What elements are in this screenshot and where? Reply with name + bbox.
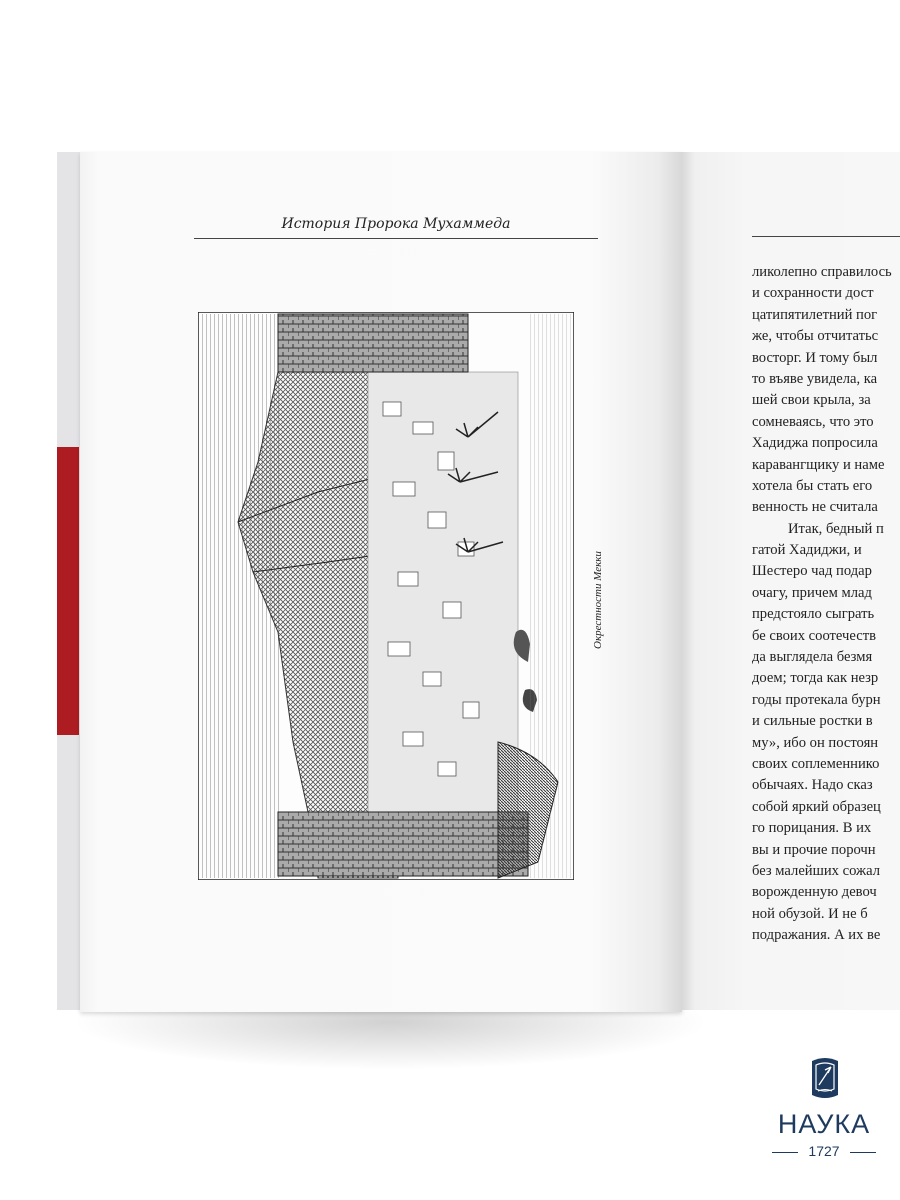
text-line: собой яркий образец	[752, 798, 881, 815]
text-line: ликолепно справилось	[752, 264, 892, 280]
year-dash-right	[850, 1152, 876, 1153]
text-line: обычаях. Надо сказ	[752, 777, 873, 794]
text-line: каравангщику и наме	[752, 456, 885, 473]
book-feather-icon	[810, 1055, 840, 1101]
text-line: вы и прочие порочн	[752, 841, 876, 858]
text-line: то въяве увидела, ка	[752, 370, 878, 387]
text-line: подражания. А их ве	[752, 927, 881, 942]
cover-red-band	[57, 447, 79, 735]
publisher-year-row	[772, 1143, 876, 1161]
text-line: без малейших сожал	[752, 862, 880, 879]
text-line: годы протекала бурн	[752, 691, 881, 708]
text-line: ной обузой. И не б	[752, 905, 868, 922]
text-line: предстояло сыграть	[752, 606, 875, 623]
illustration-caption: Окрестности Мекки	[592, 551, 604, 649]
publisher-name: НАУКА	[777, 1109, 871, 1139]
text-line: гатой Хадиджи, и	[752, 542, 862, 559]
text-line: шей свои крыла, за	[752, 392, 871, 409]
text-line: венность не считала	[752, 499, 878, 516]
text-line: да выглядела безмя	[752, 649, 873, 666]
book-shadow	[70, 1010, 710, 1070]
text-line: ворожденную девоч	[752, 884, 877, 901]
text-line: хотела бы стать его	[752, 477, 873, 494]
running-head: История Пророка Мухаммеда	[281, 216, 511, 232]
right-page-text	[752, 262, 900, 942]
running-head-rule	[194, 238, 598, 239]
text-line-indent: Итак, бедный п	[788, 520, 884, 537]
text-line: Хадиджа попросила	[752, 435, 878, 452]
text-line: бе своих соотечеств	[752, 627, 876, 644]
text-line: цатипятилетний пог	[752, 306, 878, 323]
text-line: и сильные ростки в	[752, 713, 873, 730]
year-dash-left	[772, 1152, 798, 1153]
text-line: му», ибо он постоян	[752, 734, 879, 751]
text-line: Шестеро чад подар	[752, 563, 872, 580]
text-line: и сохранности дост	[752, 285, 874, 302]
right-page-head-rule	[752, 236, 900, 237]
text-line: го порицания. В их	[752, 820, 872, 837]
text-line: своих соплеменнико	[752, 755, 880, 772]
text-line: сомневаясь, что это	[752, 413, 874, 430]
text-line: очагу, причем млад	[752, 584, 872, 601]
publisher-year: 1727	[808, 1143, 840, 1159]
text-line: доем; тогда как незр	[752, 670, 879, 687]
engraving-illustration	[198, 312, 574, 880]
text-line: же, чтобы отчитатьс	[752, 328, 879, 345]
text-line: восторг. И тому был	[752, 349, 878, 366]
